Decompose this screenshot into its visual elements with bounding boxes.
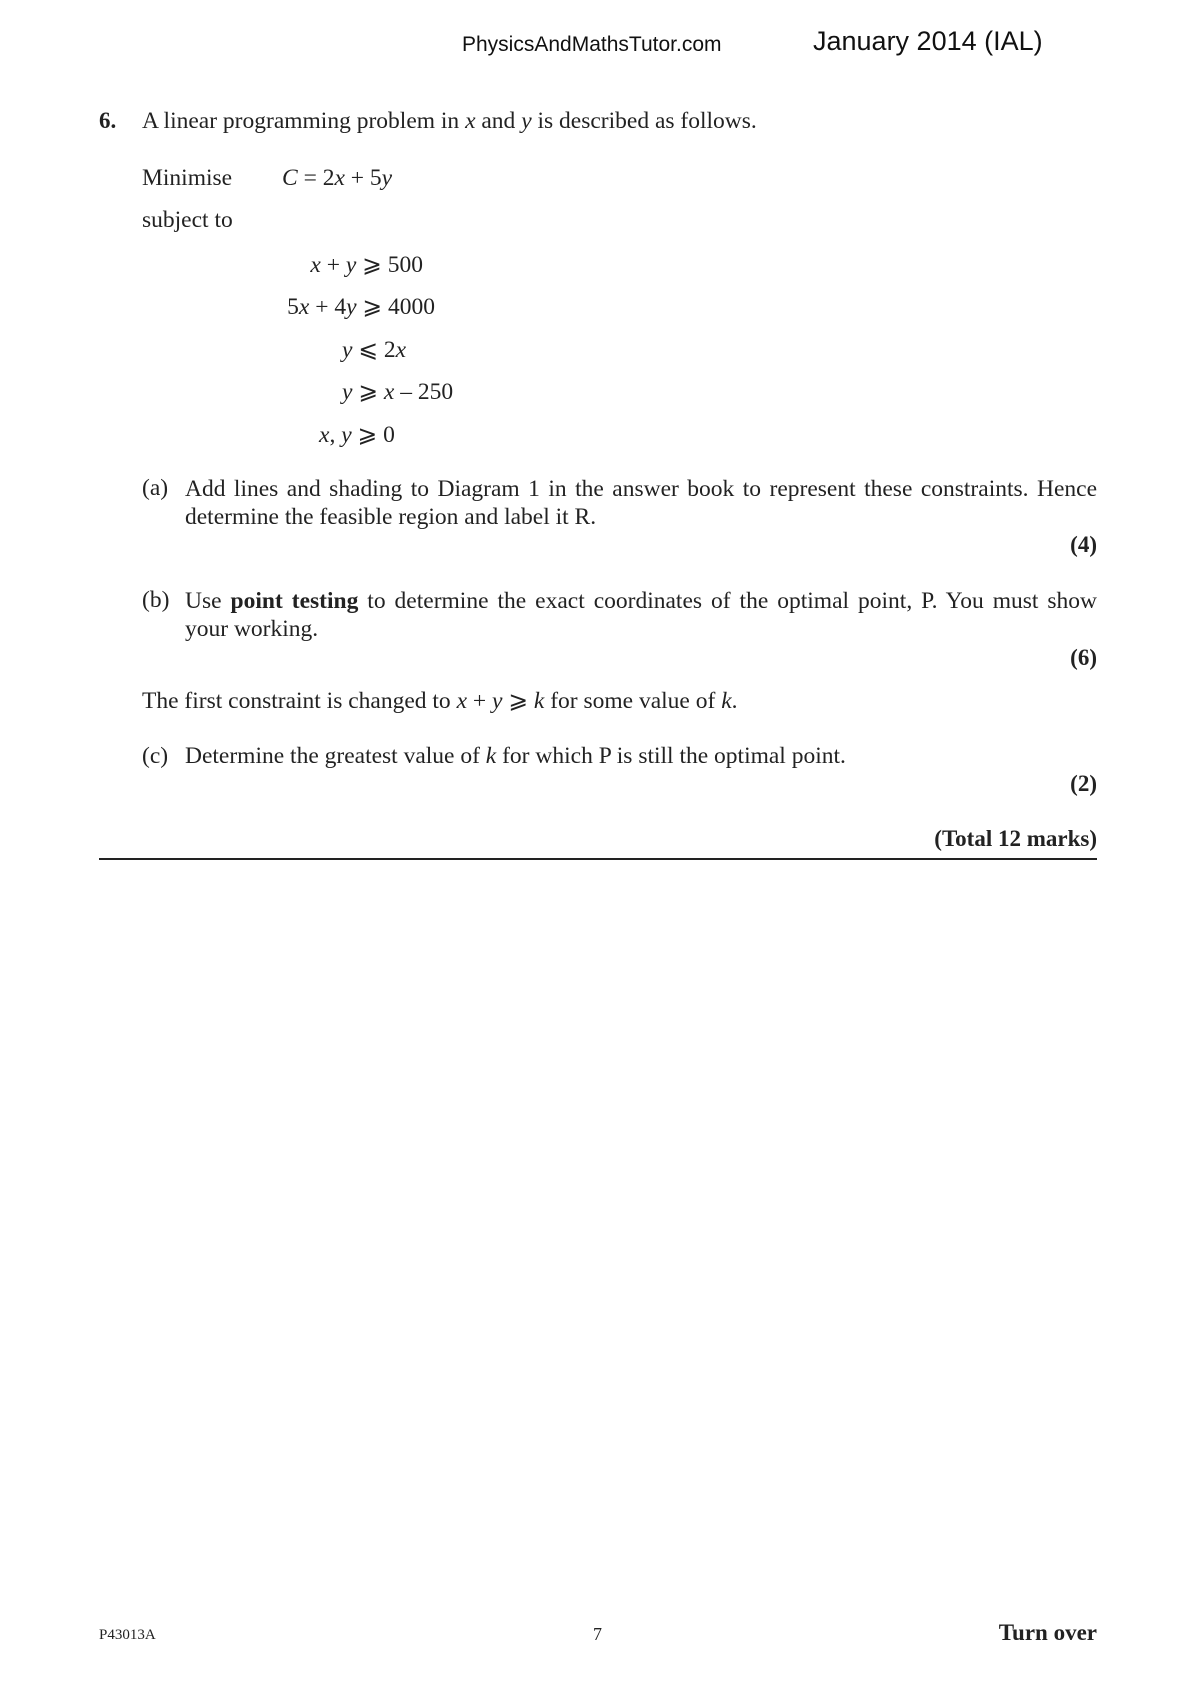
part-b-marks: (6) xyxy=(1070,645,1097,670)
objective-function: C = 2x + 5y xyxy=(282,165,393,191)
total-marks: (Total 12 marks) xyxy=(934,826,1097,851)
constraint-3: y ⩽ 2x xyxy=(342,337,407,363)
part-c-text: Determine the greatest value of k for which P is still the optimal point. xyxy=(185,743,846,769)
part-c-label: (c) xyxy=(142,743,169,769)
subject-to-label: subject to xyxy=(142,207,233,233)
constraint-2: 5x + 4y ⩾ 4000 xyxy=(287,294,435,320)
constraint-4: y ⩾ x – 250 xyxy=(342,379,454,405)
paper-code: P43013A xyxy=(99,1627,156,1643)
minimise-label: Minimise xyxy=(142,165,233,191)
constraint-change-text: The first constraint is changed to x + y ⩾ k for some value of k. xyxy=(142,688,738,714)
constraint-1: x + y ⩾ 500 xyxy=(310,252,423,278)
question-intro: A linear programming problem in x and y is described as follows. xyxy=(142,108,757,134)
header-site: PhysicsAndMathsTutor.com xyxy=(462,33,722,56)
part-a-label: (a) xyxy=(142,475,169,501)
constraint-5: x, y ⩾ 0 xyxy=(319,422,395,448)
page-number: 7 xyxy=(593,1624,602,1644)
question-number: 6. xyxy=(99,108,117,133)
part-b-label: (b) xyxy=(142,587,170,613)
part-a-marks: (4) xyxy=(1070,532,1097,557)
part-c-marks: (2) xyxy=(1070,771,1097,796)
part-a-text: Add lines and shading to Diagram 1 in the answer book to represent these constraints. Hence determine the feasible region and label it R. xyxy=(185,476,1097,530)
part-b-text: Use point testing to determine the exact coordinates of the optimal point, P. You must show your working. xyxy=(185,588,1097,642)
header-date: January 2014 (IAL) xyxy=(813,26,1043,56)
turn-over-label: Turn over xyxy=(998,1620,1097,1645)
section-divider xyxy=(99,858,1097,860)
